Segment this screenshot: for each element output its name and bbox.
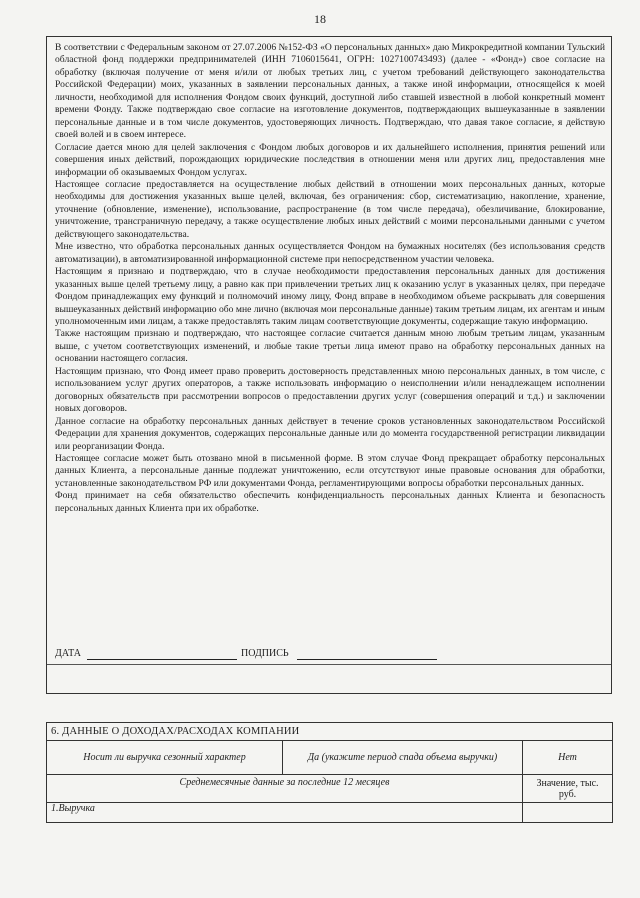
consent-paragraph: Также настоящим признаю и подтверждаю, что настоящее согласие считается данным мною любым третьим лицам, указанным выше, с учетом соответствующих изменений, и любые такие третьи лица имеют право на обработку персональных данных на основании настоящего согласия. [55, 328, 605, 365]
signature-label: ПОДПИСЬ [241, 648, 289, 659]
consent-paragraph: В соответствии с Федеральным законом от 27.07.2006 №152-ФЗ «О персональных данных» даю Микрокредитной компании Тульский областной фонд поддержки предпринимателей (ИНН 7106015641, ОГРН: 1027100743493) (далее - «Фонд») свое согласие на обработку (включая получение от меня и/или от любых третьих лиц, с учетом требований действующего законодательства Российской Федерации) моих, указанных в заявлении персональных данных, а также иной информации, относящейся к моей личности, необходимой для исполнения Фондом своих функций, доступной либо ставшей известной в любой конкретный момент времени Фонду. Также подтверждаю свое согласие на изготовление документов, подтверждающих вышеуказанные в заявлении персональные данные и в том числе документов, удостоверяющих личность. Подтверждаю, что давая такое согласие, я действую своей волей и в своем интересе. [55, 42, 605, 141]
divider [47, 664, 611, 665]
section-title: 6. ДАННЫЕ О ДОХОДАХ/РАСХОДАХ КОМПАНИИ [47, 723, 613, 741]
consent-paragraph: Мне известно, что обработка персональных данных осуществляется Фондом на бумажных носителях (без использования средств автоматизации), в автоматизированной информационной системе при непосредственном участии человека. [55, 241, 605, 265]
signature-row [55, 648, 605, 662]
consent-paragraph: Настоящим признаю, что Фонд имеет право проверить достоверность представленных мною персональных данных, в том числе, с использованием услуг других операторов, а также использовать информацию о неисполнении и/или ненадлежащем исполнении договорных обязательств при рассмотрении вопросов о предоставлении других услуг (совершения операций и т.д.) и заключении новых договоров. [55, 365, 605, 415]
consent-paragraph: Фонд принимает на себя обязательство обеспечить конфиденциальность персональных данных Клиента и безопасность персональных данных Клиента при их обработке. [55, 490, 605, 514]
page-number: 18 [314, 12, 326, 26]
consent-paragraph: Настоящее согласие предоставляется на осуществление любых действий в отношении моих персональных данных, которые необходимы для достижения указанных выше целей, включая, без ограничения: сбор, систематизацию, накопление, хранение, уточнение (обновление, изменение), использование, распространение (в том числе передача), обезличивание, блокирование, уничтожение, трансграничную передачу, а также осуществление любых иных действий с моими персональными данными с учетом действующего законодательства. [55, 178, 605, 240]
consent-paragraph: Настоящее согласие может быть отозвано мной в письменной форме. В этом случае Фонд прекращает обработку персональных данных Клиента, а персональные данные подлежат уничтожению, если отсутствуют иные правовые основания для обработки, установленные законодательством РФ или документами Фонда, регламентирующими вопросы обработки персональных данных. [55, 452, 605, 489]
personal-data-consent-box [46, 36, 612, 694]
income-expense-table [46, 722, 613, 823]
value-header: Значение, тыс. руб. [523, 775, 613, 803]
consent-paragraph: Настоящим я признаю и подтверждаю, что в случае необходимости предоставления персональных данных для достижения указанных выше целей третьему лицу, а равно как при привлечении третьих лиц к оказанию услуг в указанных целях, при передаче Фондом принадлежащих ему функций и полномочий иному лицу, Фонд вправе в необходимом объеме раскрывать для совершения вышеуказанных действий информацию обо мне лично (включая мои персональные данные) таким третьим лицам, их агентам и иным уполномоченным ими лицам, а также предоставлять таким лицам соответствующие документы, содержащие такую информацию. [55, 266, 605, 327]
date-label: ДАТА [55, 648, 81, 659]
seasonal-no-option[interactable]: Нет [523, 741, 613, 775]
seasonal-question: Носит ли выручка сезонный характер [47, 741, 283, 775]
signature-field[interactable] [297, 659, 437, 660]
consent-paragraph: Согласие дается мною для целей заключения с Фондом любых договоров и их дальнейшего исполнения, принятия решений или совершения иных действий, порождающих юридические последствия в отношении меня или других лиц, предоставления мне информации об оказываемых Фондом услугах. [55, 141, 605, 178]
seasonal-yes-option[interactable]: Да (укажите период спада объема выручки) [283, 741, 523, 775]
income-expense-section [46, 722, 612, 824]
consent-paragraph: Данное согласие на обработку персональных данных действует в течение сроков установленных законодательством Российской Федерации для хранения документов, содержащих персональные данные или до момента государственной регистрации ликвидации или реорганизации Фонда. [55, 415, 605, 452]
monthly-data-header: Среднемесячные данные за последние 12 месяцев [47, 775, 523, 803]
revenue-row-label: 1.Выручка [47, 803, 523, 823]
consent-text [55, 42, 605, 515]
date-field[interactable] [87, 659, 237, 660]
revenue-value-cell[interactable] [523, 803, 613, 823]
